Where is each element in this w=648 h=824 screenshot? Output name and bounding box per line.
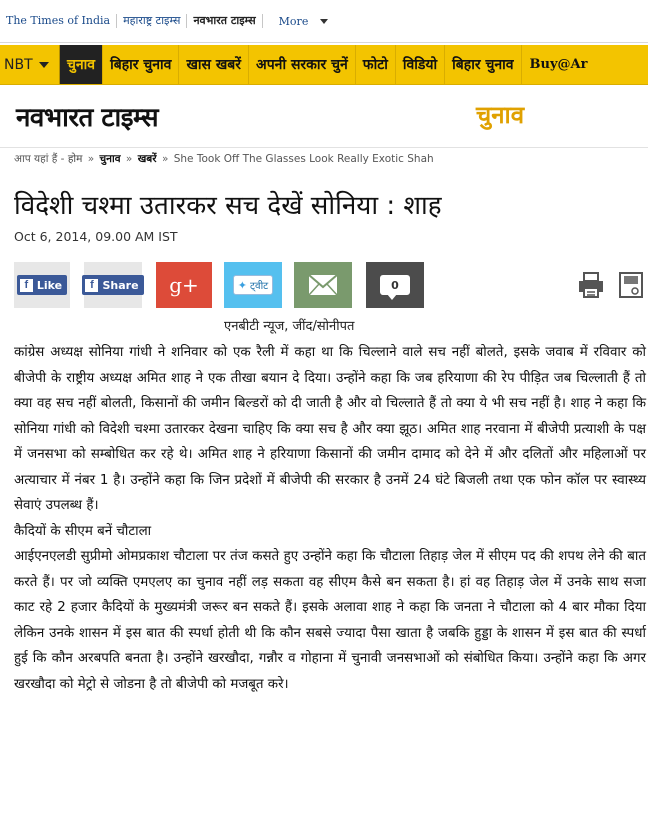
envelope-icon	[308, 274, 338, 296]
breadcrumb	[14, 152, 434, 166]
nav-item-bihar-chunav[interactable]: बिहार चुनाव	[103, 45, 179, 84]
share-bar	[0, 262, 648, 308]
article-headline: विदेशी चश्मा उतारकर सच देखें सोनिया : शाह	[14, 191, 442, 221]
more-label: More	[278, 14, 309, 28]
more-menu[interactable]	[279, 15, 329, 28]
article-byline: एनबीटी न्यूज, जींद/सोनीपत	[224, 319, 355, 334]
tweet-button[interactable]	[224, 262, 282, 308]
tweet-pill	[233, 275, 273, 295]
article-paragraph: आईएनएलडी सुप्रीमो ओमप्रकाश चौटाला पर तंज कसते हुए उन्होंने कहा कि चौटाला तिहाड़ जेल में सीएम पद की शपथ लेने की बात करते हैं। पर जो व्यक्ति एमएलए का चुनाव नहीं लड़ सकता वह सीएम कैसे बन सकता है। हां वह तिहाड़ जेल में उनके साथ सजा काट रहे 2 हजार कैदियों के मुख्यमंत्री जरूर बन सकते हैं। इसके अलावा शाह ने कहा कि जनता ने चौटाला को 4 बार मौका दिया लेकिन उनके शासन में इस बात की स्पर्धा होती थी कि कौन सबसे ज्यादा पैसा खाता है जबकि हुड्डा के शासन में इस बात की स्पर्धा हुई कि कौन अरबपति बनता है। उन्होंने खरखौदा, गन्नौर व गोहाना में चुनावी जनसभाओं को संबोधित किया। उन्होंने कहा कि अगर खरखौदा को मेट्रो से जोडना है तो बीजेपी को मजबूत करे।	[14, 549, 646, 692]
save-icon[interactable]	[618, 270, 644, 300]
breadcrumb-separator: »	[161, 153, 169, 165]
comment-count: 0	[391, 278, 399, 292]
network-link-toi[interactable]: The Times of India	[0, 14, 117, 28]
breadcrumb-category[interactable]: खबरें	[137, 153, 157, 165]
tweet-label: ट्वीट	[249, 281, 269, 292]
twitter-bird-icon: ✦	[237, 278, 247, 292]
divider	[0, 42, 648, 43]
google-plus-button[interactable]	[156, 262, 212, 308]
breadcrumb-separator: »	[87, 153, 95, 165]
nav-item-photo[interactable]: फोटो	[356, 45, 396, 84]
article-body	[14, 340, 646, 697]
email-button[interactable]	[294, 262, 352, 308]
comment-bubble-icon	[380, 275, 410, 295]
chevron-down-icon	[39, 62, 49, 68]
article-subheading: कैदियों के सीएम बनें चौटाला	[14, 523, 152, 539]
network-bar	[0, 0, 648, 44]
site-logo[interactable]: नवभारत टाइम्स	[16, 103, 159, 133]
nbt-label: NBT	[4, 56, 33, 73]
facebook-like-button[interactable]	[14, 262, 70, 308]
nav-item-video[interactable]: विडियो	[396, 45, 445, 84]
breadcrumb-home[interactable]: होम	[67, 153, 83, 165]
facebook-icon: f	[20, 279, 33, 292]
network-link-mt[interactable]: महाराष्ट्र टाइम्स	[117, 14, 187, 28]
comment-count-button[interactable]	[366, 262, 424, 308]
buy-link[interactable]: Buy@Ar	[529, 57, 588, 72]
nav-item-apni-sarkar[interactable]: अपनी सरकार चुनें	[249, 45, 356, 84]
google-plus-icon: g+	[169, 273, 199, 297]
nbt-menu[interactable]	[0, 45, 60, 84]
nav-item-khas-khabrein[interactable]: खास खबरें	[179, 45, 249, 84]
nav-item-chunav[interactable]: चुनाव	[60, 45, 103, 84]
share-label: Share	[102, 278, 139, 292]
breadcrumb-section[interactable]: चुनाव	[99, 153, 121, 165]
nav-item-bihar-chunav-2[interactable]: बिहार चुनाव	[445, 45, 521, 84]
breadcrumb-current: She Took Off The Glasses Look Really Exotic Shah	[173, 153, 434, 165]
breadcrumb-separator: »	[125, 153, 133, 165]
masthead	[0, 86, 648, 148]
main-nav	[0, 45, 648, 85]
breadcrumb-prefix: आप यहां हैं -	[14, 153, 65, 165]
like-label: Like	[36, 278, 63, 292]
section-title[interactable]: चुनाव	[476, 101, 525, 129]
network-link-nbt[interactable]: नवभारत टाइम्स	[187, 14, 262, 28]
facebook-icon: f	[85, 279, 98, 292]
printer-icon[interactable]	[576, 270, 606, 300]
article-date: Oct 6, 2014, 09.00 AM IST	[14, 229, 178, 244]
facebook-like-pill	[17, 275, 67, 295]
facebook-share-button[interactable]	[84, 262, 142, 308]
facebook-share-pill	[82, 275, 143, 295]
chevron-down-icon	[320, 19, 328, 24]
network-links	[0, 8, 648, 34]
article-paragraph: कांग्रेस अध्यक्ष सोनिया गांधी ने शनिवार को एक रैली में कहा था कि चिल्लाने वाले सच नहीं बोलते, इसके जवाब में रविवार को बीजेपी के राष्ट्रीय अध्यक्ष अमित शाह ने एक तीखा बयान दे दिया। उन्होंने कहा कि जब हरियाणा की रेप पीड़ित जब चिल्लाती हैं तो क्या वह सच नहीं बोलती, किसानों की जमीन बिल्डरों को दी जाती है और वो चिल्लाते हैं तो क्या ये भी सच नहीं है। शाह ने कहा कि सोनिया गांधी को विदेशी चश्मा उतारकर देखना चाहिए कि क्या सच है और क्या झूठ। अमित शाह नरवाना में बीजेपी प्रत्याशी के पक्ष में जनसभा को सम्बोधित कर रहे थे। अमित शाह ने हरियाणा किसानों की जमीन दामाद को देने में और दलितों और महिलाओं पर अत्याचार में नंबर 1 है। उन्होंने कहा कि जिन प्रदेशों में बीजेपी की सरकार है उनमें 24 घंटे बिजली तथा एक फोन कॉल पर स्वास्थ्य सेवाएं उपलब्ध हैं।	[14, 345, 646, 513]
